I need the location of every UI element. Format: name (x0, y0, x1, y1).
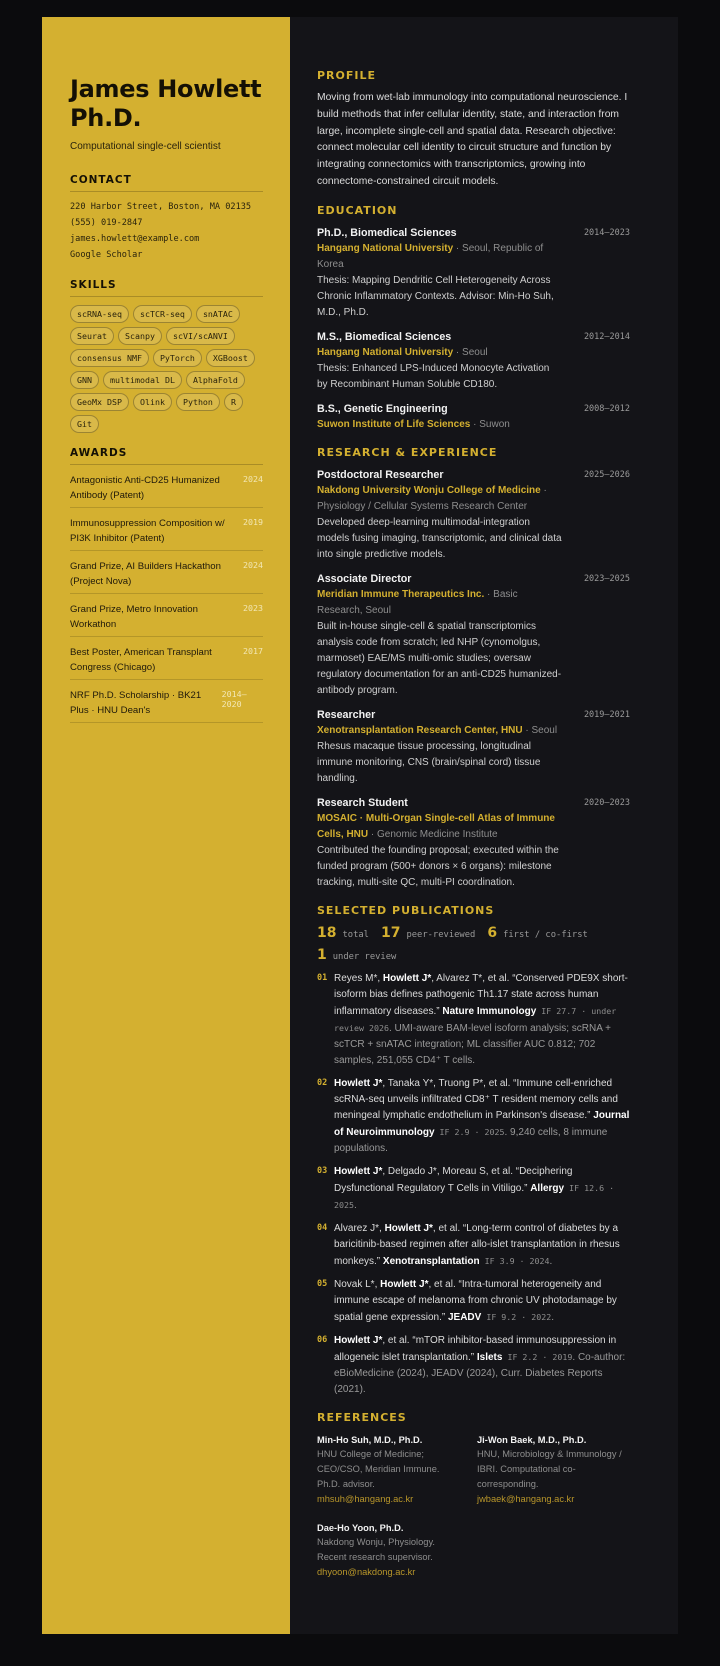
entry-description: Thesis: Mapping Dendritic Cell Heterogeneity Across Chronic Inflammatory Contexts. Advisor: Min-Ho Suh, M.D., Ph.D. (317, 274, 554, 318)
entry-header (317, 468, 630, 563)
citation-authors-before: Alvarez J*, (334, 1222, 385, 1234)
citation-title: , et al. “mTOR inhibitor-based immunosuppression in allogeneic islet transplantation.” (334, 1334, 617, 1363)
awards-heading: AWARDS (70, 447, 263, 465)
skill-chip: scTCR-seq (133, 305, 192, 323)
citation-journal: JEADV (447, 1311, 482, 1323)
references-heading: REFERENCES (317, 1410, 407, 1424)
award-title: Immunosuppression Composition w/ PI3K Inhibitor (Patent) (70, 518, 225, 544)
entry-date: 2025–2026 (583, 469, 630, 480)
education-list (317, 226, 630, 433)
citation-note: . (353, 1199, 357, 1211)
reference-description: Nakdong Wonju, Physiology. Recent research supervisor. (317, 1536, 435, 1562)
skill-chip: AlphaFold (186, 371, 245, 389)
award-item (70, 551, 263, 594)
stat-label: first / co-first (503, 929, 588, 940)
reference-name: Min-Ho Suh, M.D., Ph.D. (317, 1434, 423, 1445)
entry-header (317, 708, 630, 787)
award-year: 2014–2020 (221, 689, 247, 709)
publication-number: 06 (317, 1334, 328, 1345)
skill-chip: Git (70, 415, 99, 433)
entry-title: Ph.D., Biomedical Sciences (317, 226, 457, 239)
reference-email[interactable]: dhyoon@nakdong.ac.kr (317, 1566, 416, 1577)
citation-meta: IF 12.6 · 2025 (334, 1182, 615, 1210)
publication-item (317, 1333, 630, 1398)
citation-title: , et al. “Intra-tumoral heterogeneity and immune escape of melanoma from chronic UV photodamage by spatial gene expression.” (334, 1278, 617, 1323)
contact-scholar-link[interactable]: Google Scholar (70, 250, 143, 260)
skill-chip: Olink (133, 393, 172, 411)
award-year: 2023 (243, 603, 263, 613)
reference-email[interactable]: jwbaek@hangang.ac.kr (477, 1493, 575, 1504)
entry-date: 2012–2014 (583, 331, 630, 342)
entry-title: Associate Director (317, 572, 412, 585)
citation-note: . Co-author: eBioMedicine (2024), JEADV (2024), Curr. Diabetes Reports (2021). (334, 1351, 626, 1395)
organization-name: MOSAIC · Multi-Organ Single-cell Atlas of Immune Cells, HNU (317, 812, 555, 840)
publication-stat (487, 925, 588, 941)
publications-heading: SELECTED PUBLICATIONS (317, 903, 495, 917)
publication-item (317, 971, 630, 1069)
references-section (317, 1411, 630, 1580)
stat-number: 6 (487, 924, 498, 941)
citation-journal: Islets (476, 1351, 503, 1363)
citation-meta: IF 3.9 · 2024 (479, 1255, 550, 1266)
entry-date: 2019–2021 (583, 709, 630, 720)
organization-name: Hangang National University (317, 242, 454, 254)
publication-item (317, 1076, 630, 1157)
award-year: 2019 (243, 517, 263, 527)
citation-note: . 9,240 cells, 8 immune populations. (334, 1126, 608, 1154)
citation-self-author: Howlett J* (334, 1334, 383, 1346)
citation-title: , Delgado J*, Moreau S, et al. “Deciphering Dysfunctional Regulatory T Cells in Vitiligo.” (334, 1165, 573, 1194)
publication-citation (334, 1221, 630, 1270)
citation-self-author: Howlett J* (380, 1278, 429, 1290)
entry-header (317, 226, 630, 321)
experience-entry (317, 708, 630, 787)
publication-citation (334, 1164, 630, 1214)
profile-text: Moving from wet-lab immunology into computational neuroscience. I build methods that infer cellular identity, state, and interaction from large, incomplete single-cell and spatial data. Research objective: connect molecular cell identity to circuit structure and function by integrating connectomics with transcriptomics, growing into connectome-constrained circuit models. (317, 92, 628, 187)
citation-self-author: Howlett J* (334, 1165, 383, 1177)
award-title: NRF Ph.D. Scholarship · BK21 Plus · HNU Dean's (70, 690, 202, 716)
publication-number: 04 (317, 1222, 328, 1233)
contact-phone[interactable]: (555) 019-2847 (70, 218, 143, 228)
organization-location: · Seoul (522, 724, 558, 736)
award-item (70, 465, 263, 508)
publication-item (317, 1221, 630, 1270)
entry-organization (317, 483, 562, 515)
contact-list (70, 199, 263, 263)
publication-stat (317, 925, 369, 941)
publication-citation (334, 1277, 630, 1326)
experience-section (317, 446, 630, 891)
publication-number: 03 (317, 1165, 328, 1176)
entry-main (317, 330, 562, 393)
organization-name: Hangang National University (317, 346, 454, 358)
contact-heading: CONTACT (70, 174, 263, 192)
publication-item (317, 1164, 630, 1214)
citation-journal: Xenotransplantation (382, 1255, 480, 1267)
entry-date: 2014–2023 (583, 227, 630, 238)
entry-organization (317, 241, 562, 273)
profile-heading: PROFILE (317, 69, 377, 82)
citation-meta: IF 27.7 · under review 2026 (334, 1005, 617, 1033)
organization-location: · Suwon (470, 418, 510, 430)
citation-journal: Nature Immunology (442, 1005, 537, 1017)
organization-location: · Seoul, Republic of Korea (317, 242, 544, 270)
experience-list (317, 468, 630, 891)
publication-citation (334, 1076, 630, 1157)
entry-date: 2023–2025 (583, 573, 630, 584)
award-title: Antagonistic Anti-CD25 Humanized Antibody (Patent) (70, 475, 220, 501)
publication-item (317, 1277, 630, 1326)
skill-chip: consensus NMF (70, 349, 149, 367)
entry-main (317, 572, 562, 699)
education-entry (317, 330, 630, 393)
organization-location: · Basic Research, Seoul (317, 588, 518, 616)
skill-chip: XGBoost (206, 349, 255, 367)
organization-location: · Seoul (453, 346, 488, 358)
entry-date: 2020–2023 (583, 797, 630, 808)
skill-chip: R (224, 393, 243, 411)
citation-note: . (549, 1255, 553, 1267)
entry-title: Research Student (317, 796, 408, 809)
stat-label: under review (332, 951, 397, 962)
education-section (317, 204, 630, 433)
entry-organization (317, 723, 562, 739)
reference-item (477, 1433, 627, 1507)
organization-name: Suwon Institute of Life Sciences (317, 418, 471, 430)
education-entry (317, 226, 630, 321)
entry-main (317, 708, 562, 787)
publication-number: 01 (317, 972, 328, 983)
citation-meta: IF 2.2 · 2019 (502, 1351, 573, 1362)
skill-chip: Scanpy (118, 327, 162, 345)
award-item (70, 680, 263, 723)
publication-number: 05 (317, 1278, 328, 1289)
reference-name: Ji-Won Baek, M.D., Ph.D. (477, 1434, 587, 1445)
publication-list (317, 971, 630, 1398)
experience-entry (317, 796, 630, 891)
resume-page (42, 17, 678, 1634)
entry-description: Contributed the founding proposal; executed within the funded program (500+ donors × 6 organs): milestone tracking, multi-site QC, multi-PI coordination. (317, 844, 559, 888)
awards-list (70, 465, 263, 723)
reference-name: Dae-Ho Yoon, Ph.D. (317, 1522, 404, 1533)
organization-location: · Genomic Medicine Institute (368, 828, 498, 840)
award-item (70, 508, 263, 551)
entry-main (317, 226, 562, 321)
reference-item (317, 1433, 477, 1507)
awards-section (70, 447, 263, 723)
contact-address: 220 Harbor Street, Boston, MA 02135 (70, 202, 252, 212)
award-year: 2024 (243, 560, 263, 570)
citation-self-author: Howlett J* (334, 1077, 383, 1089)
job-subtitle: Computational single-cell scientist (70, 141, 221, 152)
entry-main (317, 402, 562, 433)
skill-chip: Python (176, 393, 220, 411)
reference-email[interactable]: mhsuh@hangang.ac.kr (317, 1493, 414, 1504)
entry-organization (317, 587, 562, 619)
skill-chip: snATAC (196, 305, 240, 323)
reference-item (317, 1521, 477, 1580)
entry-header (317, 796, 630, 891)
entry-organization (317, 345, 562, 361)
award-item (70, 594, 263, 637)
skill-chip: GeoMx DSP (70, 393, 129, 411)
contact-email[interactable]: james.howlett@example.com (70, 234, 200, 244)
skill-chip: GNN (70, 371, 99, 389)
skills-heading: SKILLS (70, 279, 263, 297)
entry-description: Developed deep-learning multimodal-integration models fusing imaging, transcriptomic, and clinical data into single predictive models. (317, 516, 562, 560)
skill-chip: multimodal DL (103, 371, 182, 389)
profile-section (317, 69, 630, 191)
award-title: Grand Prize, AI Builders Hackathon (Project Nova) (70, 561, 221, 587)
contact-section (70, 174, 263, 263)
award-item (70, 637, 263, 680)
entry-header (317, 572, 630, 699)
experience-entry (317, 572, 630, 699)
citation-title: , Alvarez T*, et al. “Conserved PDE9X short-isoform bias defines pathogenic Th1.17 state across human inflammatory diseases.” (334, 972, 628, 1017)
reference-list (317, 1433, 630, 1580)
stat-number: 18 (317, 924, 337, 941)
stat-label: total (342, 929, 369, 940)
award-title: Best Poster, American Transplant Congress (Chicago) (70, 647, 212, 673)
skill-chips (70, 305, 263, 433)
organization-name: Nakdong University Wonju College of Medicine (317, 484, 541, 496)
entry-description: Built in-house single-cell & spatial transcriptomics analysis code from scratch; led NHP (cynomolgus, marmoset) EAE/MS multi-omic studies; oversaw regulatory documentation for an anti-CD25 humanized-antibody program. (317, 620, 562, 696)
skill-chip: scVI/scANVI (166, 327, 235, 345)
entry-header (317, 402, 630, 433)
publication-stat (381, 925, 475, 941)
entry-title: Postdoctoral Researcher (317, 468, 444, 481)
experience-heading: RESEARCH & EXPERIENCE (317, 445, 498, 459)
citation-title: , Tanaka Y*, Truong P*, et al. “Immune cell-enriched scRNA-seq unveils infiltrated CD8⁺ T resident memory cells and meningeal lymphatic endothelium in Parkinson's disease.” (334, 1077, 618, 1121)
citation-note: . UMI-aware BAM-level isoform analysis; scRNA + scTCR + snATAC integration; ML classifier AUC 0.812; 702 samples, 251,055 CD4⁺ T cells. (334, 1022, 611, 1066)
entry-title: Researcher (317, 708, 376, 721)
skill-chip: PyTorch (153, 349, 202, 367)
entry-main (317, 468, 562, 563)
full-name: James Howlett Ph.D. (70, 75, 262, 132)
award-title: Grand Prize, Metro Innovation Workathon (70, 604, 198, 630)
stat-number: 1 (317, 946, 327, 963)
publication-stat (317, 947, 396, 963)
education-entry (317, 402, 630, 433)
citation-note: . (551, 1311, 555, 1323)
entry-description: Thesis: Enhanced LPS-Induced Monocyte Activation by Recombinant Human Soluble CD180. (317, 362, 550, 390)
citation-authors-before: Reyes M*, (334, 972, 383, 984)
publications-section (317, 904, 630, 1398)
citation-journal: Journal of Neuroimmunology (334, 1109, 630, 1138)
citation-authors-before: Novak L*, (334, 1278, 381, 1290)
entry-title: M.S., Biomedical Sciences (317, 330, 452, 343)
entry-main (317, 796, 562, 891)
stat-label: peer-reviewed (406, 929, 476, 940)
stat-number: 17 (380, 924, 401, 941)
entry-organization (317, 811, 562, 843)
entry-header (317, 330, 630, 393)
entry-organization (317, 417, 562, 433)
education-heading: EDUCATION (317, 203, 398, 217)
sidebar (42, 17, 290, 1634)
publication-citation (334, 971, 630, 1069)
skill-chip: scRNA-seq (70, 305, 129, 323)
award-year: 2024 (243, 474, 263, 484)
citation-journal: Allergy (530, 1182, 565, 1194)
entry-date: 2008–2012 (583, 403, 630, 414)
citation-meta: IF 2.9 · 2025 (434, 1126, 505, 1137)
reference-description: HNU College of Medicine; CEO/CSO, Meridian Immune. Ph.D. advisor. (317, 1448, 440, 1489)
organization-location: · Physiology / Cellular Systems Research Center (317, 484, 547, 512)
publication-number: 02 (317, 1077, 328, 1088)
citation-meta: IF 9.2 · 2022 (481, 1311, 552, 1322)
citation-title: , et al. “Long-term control of diabetes by a baricitinib-based regimen after allo-islet transplantation in rhesus monkeys.” (334, 1222, 620, 1267)
skills-section (70, 279, 263, 433)
entry-description: Rhesus macaque tissue processing, longitudinal immune monitoring, CNS (brain/spinal cord) tissue handling. (317, 740, 541, 784)
experience-entry (317, 468, 630, 563)
publication-citation (334, 1333, 630, 1398)
skill-chip: Seurat (70, 327, 114, 345)
main-column (290, 17, 678, 1634)
citation-self-author: Howlett J* (382, 972, 432, 984)
citation-self-author: Howlett J* (384, 1222, 433, 1234)
publication-stats (317, 925, 630, 963)
reference-description: HNU, Microbiology & Immunology / IBRI. Computational co-corresponding. (477, 1448, 622, 1489)
organization-name: Meridian Immune Therapeutics Inc. (317, 588, 485, 600)
entry-title: B.S., Genetic Engineering (317, 402, 448, 415)
organization-name: Xenotransplantation Research Center, HNU (317, 724, 523, 736)
award-year: 2017 (243, 646, 263, 656)
